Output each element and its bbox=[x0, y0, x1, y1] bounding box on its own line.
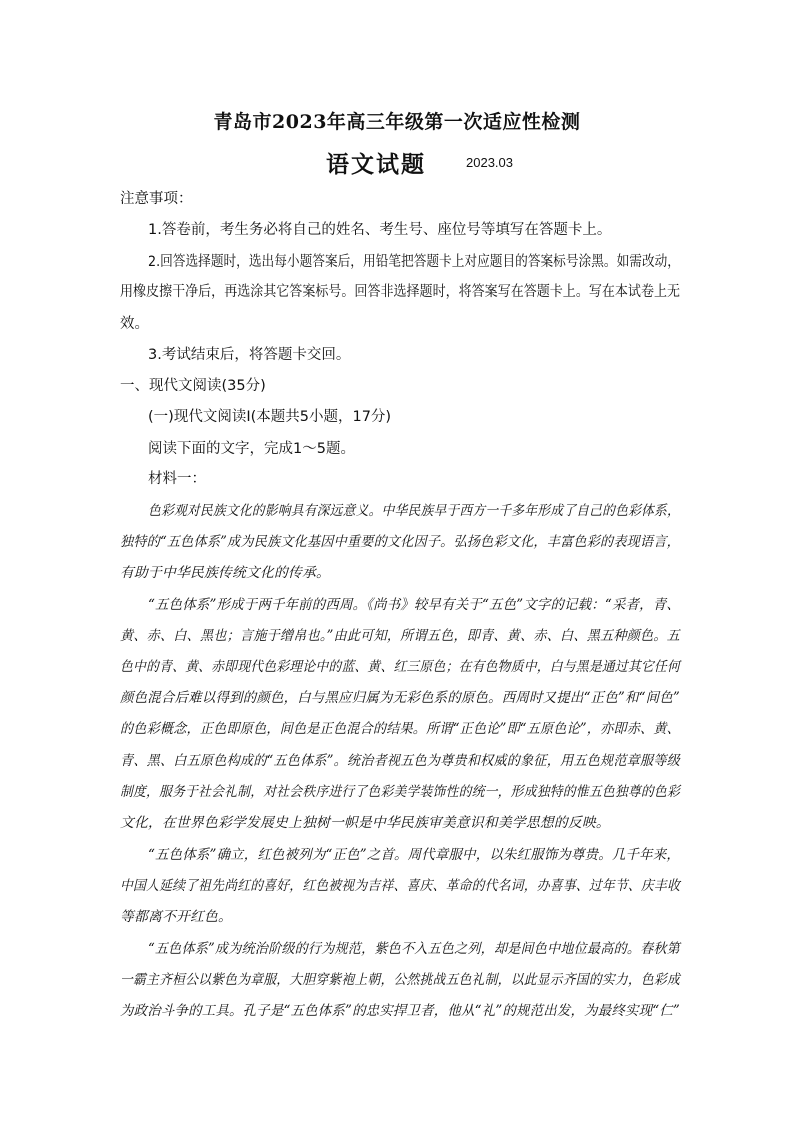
notice-item-2-line-2: 用橡皮擦干净后，再选涂其它答案标号。回答非选择题时，将答案写在答题卡上。写在本试卷上无 bbox=[120, 284, 681, 300]
passage-line: 为政治斗争的工具。孔子是“五色体系”的忠实捍卫者，他从“礼”的规范出发，为最终实现“仁” bbox=[120, 1003, 680, 1019]
passage-line: “五色体系”确立，红色被列为“正色”之首。周代章服中，以朱红服饰为尊贵。几千年来， bbox=[148, 847, 680, 863]
passage-line: 色彩观对民族文化的影响具有深远意义。中华民族早于西方一千多年形成了自己的色彩体系， bbox=[148, 503, 680, 519]
passage-line: 有助于中华民族传统文化的传承。 bbox=[120, 565, 330, 581]
passage-line: 黄、赤、白、黑也；言施于缯帛也。”由此可知，所谓五色，即青、黄、赤、白、黑五种颜色。五 bbox=[120, 628, 680, 644]
exam-subtitle: 语文试题 bbox=[326, 151, 426, 178]
passage-line: 青、黑、白五原色构成的“五色体系”。统治者视五色为尊贵和权威的象征，用五色规范章服等级 bbox=[120, 753, 680, 769]
section-heading: 一、现代文阅读(35分) bbox=[120, 378, 266, 394]
exam-date: 2023.03 bbox=[466, 155, 513, 170]
passage-line: 等都离不开红色。 bbox=[120, 909, 232, 925]
passage-line: “五色体系”形成于两千年前的西周。《尚书》较早有关于“五色”文字的记载：“采者，青、 bbox=[148, 597, 680, 613]
passage-line: “五色体系”成为统治阶级的行为规范，紫色不入五色之列，却是间色中地位最高的。春秋第 bbox=[148, 941, 680, 957]
section-instruction: 阅读下面的文字，完成1～5题。 bbox=[148, 441, 355, 457]
material-label: 材料一： bbox=[148, 471, 206, 487]
passage-line: 一霸主齐桓公以紫色为章服，大胆穿紫袍上朝，公然挑战五色礼制，以此显示齐国的实力，色彩成 bbox=[120, 972, 680, 988]
section-subheading: (一)现代文阅读I(本题共5小题，17分) bbox=[148, 409, 392, 425]
passage-line: 制度，服务于社会礼制，对社会秩序进行了色彩美学装饰性的统一，形成独特的惟五色独尊的色彩 bbox=[120, 784, 680, 800]
notice-item-2-line-3: 效。 bbox=[120, 316, 149, 332]
notice-heading: 注意事项： bbox=[120, 191, 193, 207]
passage-line: 文化，在世界色彩学发展史上独树一帜是中华民族审美意识和美学思想的反映。 bbox=[120, 815, 610, 831]
passage-line: 色中的青、黄、赤即现代色彩理论中的蓝、黄、红三原色；在有色物质中，白与黑是通过其它任何 bbox=[120, 659, 680, 675]
passage-line: 的色彩概念，正色即原色，间色是正色混合的结果。所谓“正色论”即“五原色论”，亦即赤、黄、 bbox=[120, 721, 680, 737]
passage-line: 中国人延续了祖先尚红的喜好，红色被视为吉祥、喜庆、革命的代名词，办喜事、过年节、庆丰收 bbox=[120, 878, 680, 894]
notice-item-1: 1.答卷前，考生务必将自己的姓名、考生号、座位号等填写在答题卡上。 bbox=[148, 222, 612, 238]
notice-item-2-line-1: 2.回答选择题时，选出每小题答案后，用铅笔把答题卡上对应题目的答案标号涂黑。如需改动， bbox=[148, 254, 680, 270]
exam-title: 青岛市2023年高三年级第一次适应性检测 bbox=[213, 111, 581, 133]
passage-line: 独特的“五色体系”成为民族文化基因中重要的文化因子。弘扬色彩文化，丰富色彩的表现语言， bbox=[120, 534, 680, 550]
passage-line: 颜色混合后难以得到的颜色，白与黑应归属为无彩色系的原色。西周时又提出“正色”和“间色” bbox=[120, 690, 681, 706]
notice-item-3: 3.考试结束后，将答题卡交回。 bbox=[148, 347, 351, 363]
